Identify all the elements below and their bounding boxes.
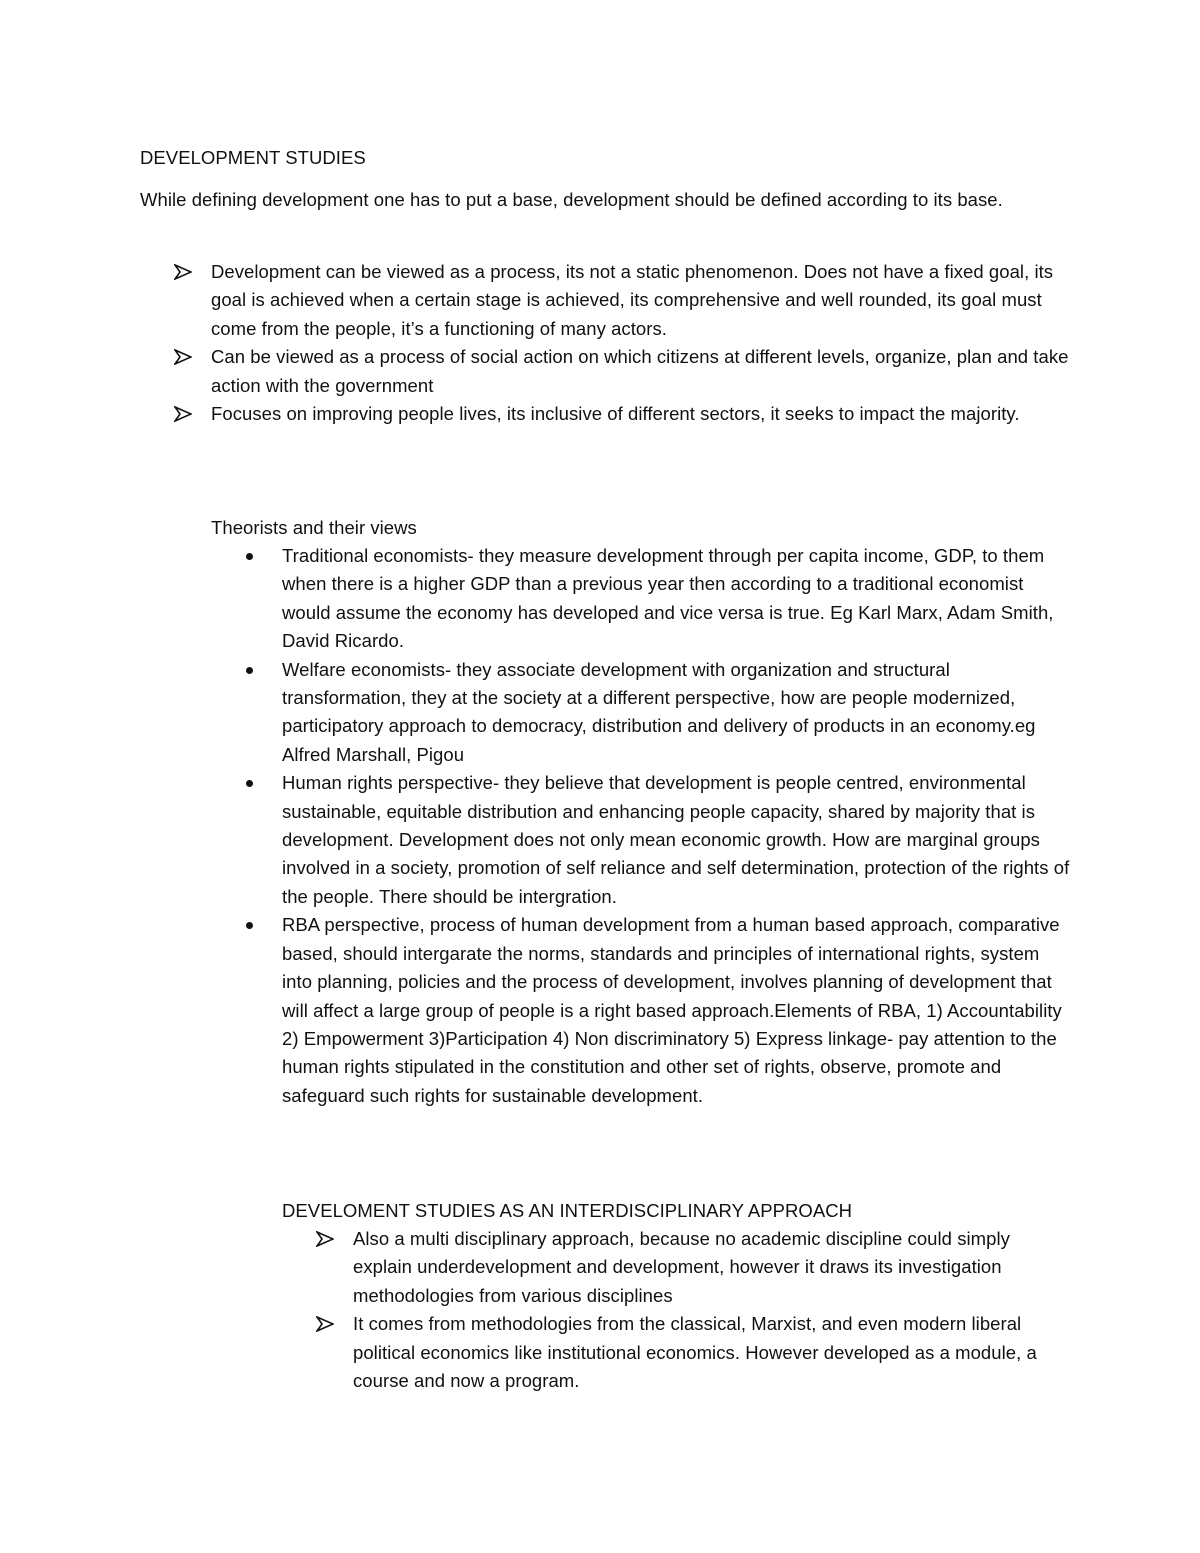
list-item	[211, 258, 1081, 343]
list-item-text: Welfare economists- they associate development with organization and structural transformation, they at the society at a different perspective, how are people modernized, participatory approach to democracy, distribution and delivery of products in an economy.eg Alfred Marshall, Pigou	[282, 658, 1036, 765]
intro-paragraph: While defining development one has to put a base, development should be defined according to its base.	[140, 189, 1003, 210]
bullet-dot-icon	[246, 922, 253, 929]
list-item-text: It comes from methodologies from the classical, Marxist, and even modern liberal political economics like institutional economics. However developed as a module, a course and now a program.	[353, 1313, 1037, 1392]
list-item	[282, 542, 1072, 656]
list-item-text: Can be viewed as a process of social action on which citizens at different levels, organize, plan and take action with the government	[211, 346, 1069, 396]
arrowhead-bullet-icon	[173, 400, 197, 428]
document-title: DEVELOPMENT STUDIES	[140, 147, 366, 168]
list-item	[211, 400, 1081, 428]
list-item-text: Development can be viewed as a process, its not a static phenomenon. Does not have a fixed goal, its goal is achieved when a certain stage is achieved, its comprehensive and well rounded, its goal must come from the people, it’s a functioning of many actors.	[211, 261, 1054, 339]
list-item	[282, 911, 1072, 1110]
arrowhead-bullet-icon	[173, 343, 197, 371]
interdisciplinary-heading: DEVELOMENT STUDIES AS AN INTERDISCIPLINARY APPROACH	[282, 1200, 853, 1221]
bullet-dot-icon	[246, 553, 253, 560]
theorists-list	[282, 542, 1072, 1110]
list-item	[282, 656, 1072, 770]
interdisciplinary-list	[353, 1225, 1073, 1395]
list-item	[211, 343, 1081, 400]
list-item	[282, 769, 1072, 911]
bullet-dot-icon	[246, 667, 253, 674]
definition-list	[211, 258, 1081, 428]
list-item	[353, 1310, 1073, 1395]
arrowhead-bullet-icon	[315, 1310, 339, 1338]
list-item-text: Also a multi disciplinary approach, because no academic discipline could simply explain underdevelopment and development, however it draws its investigation methodologies from various disciplines	[353, 1228, 1010, 1306]
arrowhead-bullet-icon	[315, 1225, 339, 1253]
list-item-text: RBA perspective, process of human development from a human based approach, comparative based, should intergarate the norms, standards and principles of international rights, system into planning, policies and the process of development, involves planning of development that will affect a large group of people is a right based approach.Elements of RBA, 1) Accountability 2) Empowerment 3)Participation 4) Non discriminatory 5) Express linkage- pay attention to the human rights stipulated in the constitution and other set of rights, observe, promote and safeguard such rights for sustainable development.	[282, 914, 1062, 1106]
bullet-dot-icon	[246, 780, 253, 787]
list-item-text: Focuses on improving people lives, its inclusive of different sectors, it seeks to impact the majority.	[211, 403, 1020, 425]
theorists-heading: Theorists and their views	[211, 517, 417, 538]
arrowhead-bullet-icon	[173, 258, 197, 286]
list-item-text: Traditional economists- they measure development through per capita income, GDP, to them when there is a higher GDP than a previous year then according to a traditional economist would assume the economy has developed and vice versa is true. Eg Karl Marx, Adam Smith, David Ricardo.	[282, 545, 1054, 652]
list-item	[353, 1225, 1073, 1310]
list-item-text: Human rights perspective- they believe that development is people centred, environmental sustainable, equitable distribution and enhancing people capacity, shared by majority that is development. Development does not only mean economic growth. How are marginal groups involved in a society, promotion of self reliance and self determination, protection of the rights of the people. There should be intergration.	[282, 772, 1070, 907]
